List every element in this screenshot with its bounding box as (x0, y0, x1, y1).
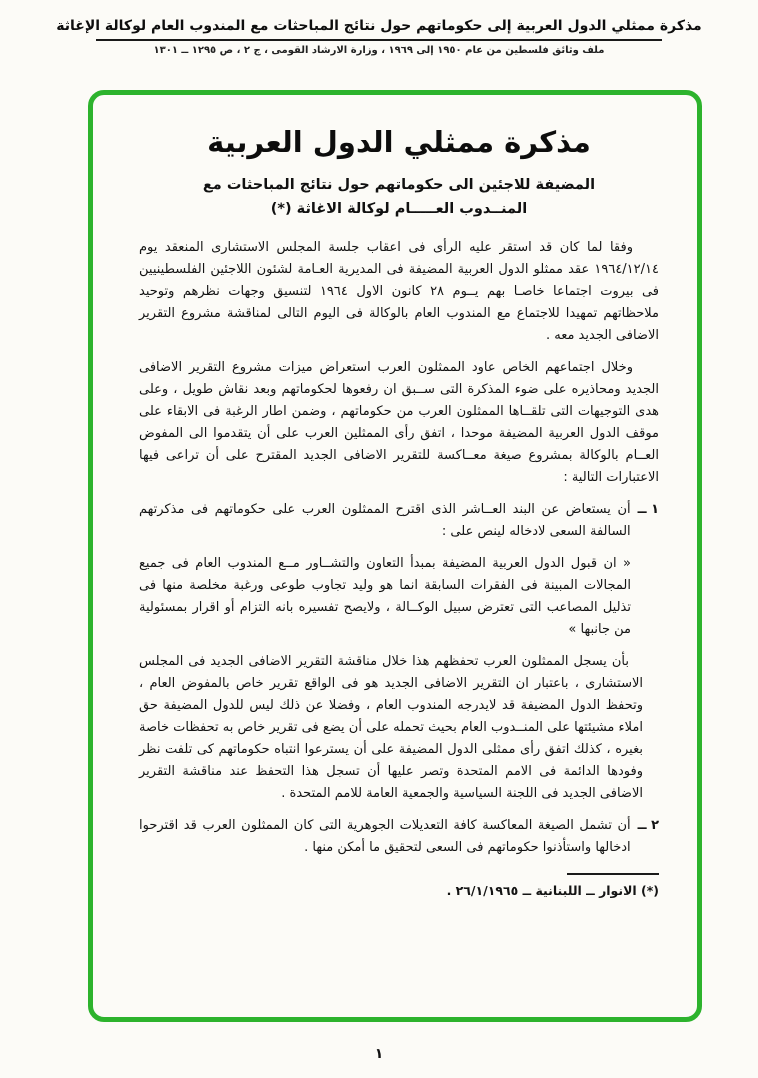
header-divider (96, 39, 662, 41)
item-1-number: ١ ــ (637, 502, 659, 517)
item-2-number: ٢ ــ (637, 818, 659, 833)
quoted-clause: « ان قبول الدول العربية المضيفة بمبدأ التعاون والتشــاور مــع المندوب العام فى جميع المجالات المبينة فى الفقرات السابقة انما هو وليد تجاوب طوعى ورغبة مخلصة منها فى تذليل المصاعب التى تعترض سبيل الوكــالة ، ولايصح تفسيره بانه التزام أو اقرار بمسئولية من جانبها » (139, 556, 631, 637)
footnote-divider (567, 873, 659, 875)
header-source-citation: ملف وثائق فلسطين من عام ١٩٥٠ إلى ١٩٦٩ ، وزارة الارشاد القومى ، ج ٢ ، ص ١٢٩٥ ــ ١٣٠١ (153, 45, 605, 56)
footnote: (*) الانوار ــ اللبنانية ــ ٢٦/١/١٩٦٥ . (446, 883, 659, 898)
page-number: ١ (374, 1046, 384, 1062)
document-subtitle (139, 173, 659, 221)
header-title: مذكرة ممثلي الدول العربية إلى حكوماتهم حول نتائج المباحثات مع المندوب العام لوكالة الإغاثة (56, 18, 702, 34)
document-header (0, 18, 758, 56)
numbered-item-1 (139, 499, 659, 543)
document-subtitle-line1: المضيفة للاجئين الى حكوماتهم حول نتائج المباحثات مع (202, 177, 596, 193)
green-border-frame (88, 90, 702, 1022)
item-2-text: أن تشمل الصيغة المعاكسة كافة التعديلات الجوهرية التى كان الممثلون العرب قد اقترحوا ادخالها واستأذنوا حكوماتهم فى السعى لتحقيق ما أمكن منها . (139, 818, 631, 855)
paragraph-1: وفقا لما كان قد استقر عليه الرأى فى اعقاب جلسة المجلس الاستشارى المنعقد يوم ١٩٦٤/١٢/١٤ عقد ممثلو الدول العربية المضيفة فى المديرية العـامة لشئون اللاجئين الفلسطينيين فى بيروت اجتماعا خاصـا بهم يــوم ٢٨ كانون الاول ١٩٦٤ لتنسيق وجهات نظرهم وتوحيد ملاحظاتهم تمهيدا للاجتماع مع المندوب العام بالوكالة فى اليوم التالى لمناقشة مشروع التقرير الاضافى الجديد معه . (139, 240, 660, 343)
paragraph-2: وخلال اجتماعهم الخاص عاود الممثلون العرب استعراض ميزات مشروع التقرير الاضافى الجديد ومحاذيره على ضوء المذكرة التى ســبق ان رفعوها لحكوماتهم وبعد نقاش طويل ، وعلى هدى التوجيهات التى تلقــاها الممثلون العرب من حكوماتهم ، وضمن اطار الرغبة فى الابقاء على موقف الدول العربية المضيفة موحدا ، اتفق رأى الممثلين العرب على أن يتقدموا الى المفوض العــام بالوكالة بمشروع صيغة معــاكسة للتقرير الاضافى الجديد المقترح على أن تراعى فيها الاعتبارات التالية : (139, 360, 659, 485)
document-subtitle-line2: المنــدوب العـــــام لوكالة الاغاثة (*) (270, 201, 528, 217)
item-1-continuation: بأن يسجل الممثلون العرب تحفظهم هذا خلال مناقشة التقرير الاضافى الجديد فى المجلس الاستشارى ، باعتبار ان التقرير الاضافى الجديد هو فى الواقع تقرير خاص بالمفوض العام ، وتحفظ الدول المضيفة قد لايدرجه المندوب العام ، وفضلا عن ذلك ليس للدول المضيفة حق املاء مشيئتها على المنــدوب العام بحيث تحمله على أن يضع فى تقرير خاص به تحفظات خاصة بغيره ، كذلك اتفق رأى ممثلى الدول المضيفة على أن يسترعوا انتباه حكوماتهم كى تلفت نظر وفودها الدائمة فى الامم المتحدة وتصر عليها أن تسجل هذا التحفظ عند مناقشة التقرير الاضافى الجديد فى اللجنة السياسية والجمعية العامة للامم المتحدة . (139, 654, 643, 801)
item-1-text: أن يستعاض عن البند العــاشر الذى اقترح الممثلون العرب على حكوماتهم فى مذكرتهم السالفة السعى لادخاله لينص على : (139, 502, 631, 539)
numbered-item-2 (139, 815, 659, 859)
document-title: مذكرة ممثلي الدول العربية (207, 125, 591, 159)
